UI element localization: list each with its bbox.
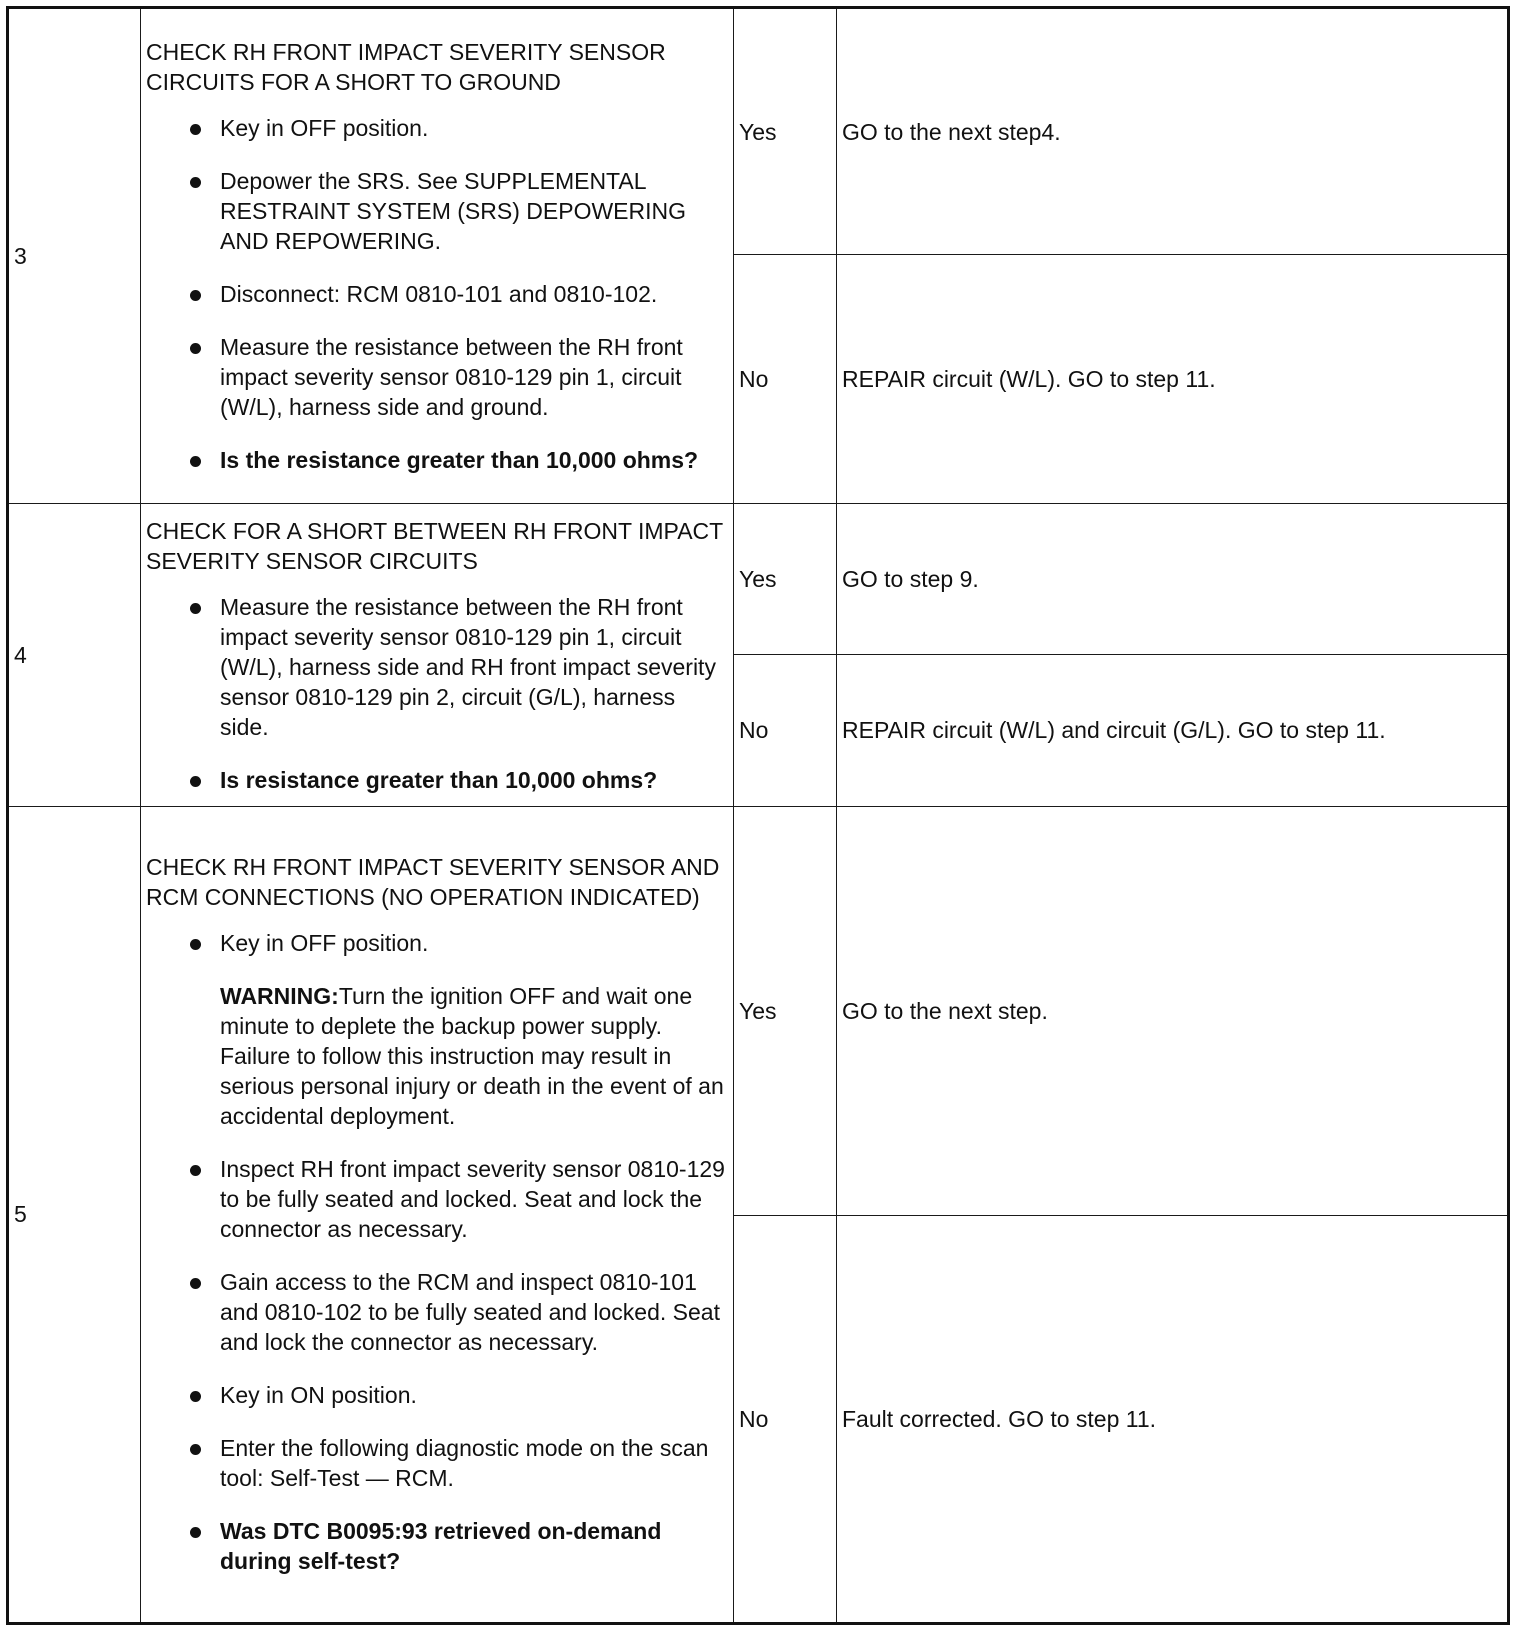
table-row xyxy=(8,504,1509,655)
bullet-icon xyxy=(190,456,201,467)
list-item: Enter the following diagnostic mode on the scan tool: Self-Test — RCM. xyxy=(146,1433,728,1493)
test-action-cell xyxy=(141,806,734,1623)
diagnostic-table xyxy=(6,6,1510,1625)
result-yes: GO to the next step4. xyxy=(837,8,1509,255)
warning-label: WARNING: xyxy=(220,983,339,1010)
bullet-icon xyxy=(190,290,201,301)
answer-no: No xyxy=(734,255,837,504)
bullet-icon xyxy=(190,1444,201,1455)
answer-no: No xyxy=(734,655,837,807)
test-heading: CHECK RH FRONT IMPACT SEVERITY SENSOR CIRCUITS FOR A SHORT TO GROUND xyxy=(146,39,666,96)
list-item: Inspect RH front impact severity sensor 0810-129 to be fully seated and locked. Seat and lock the connector as necessary. xyxy=(146,1154,728,1244)
bullet-icon xyxy=(190,1527,201,1538)
action-list xyxy=(146,928,728,1576)
list-item: Key in OFF position. xyxy=(146,928,728,958)
question-item: Is resistance greater than 10,000 ohms? xyxy=(146,765,728,795)
list-item: Measure the resistance between the RH front impact severity sensor 0810-129 pin 1, circuit (W/L), harness side and ground. xyxy=(146,332,728,422)
bullet-icon xyxy=(190,1165,201,1176)
step-number: 5 xyxy=(8,806,141,1623)
list-item: Disconnect: RCM 0810-101 and 0810-102. xyxy=(146,279,728,309)
bullet-icon xyxy=(190,939,201,950)
list-item: Key in OFF position. xyxy=(146,113,728,143)
bullet-icon xyxy=(190,776,201,787)
bullet-icon xyxy=(190,603,201,614)
bullet-icon xyxy=(190,343,201,354)
answer-yes: Yes xyxy=(734,504,837,655)
result-no: REPAIR circuit (W/L) and circuit (G/L). GO to step 11. xyxy=(837,655,1509,807)
result-yes: GO to the next step. xyxy=(837,806,1509,1215)
list-item: Gain access to the RCM and inspect 0810-101 and 0810-102 to be fully seated and locked. Seat and lock the connector as necessary. xyxy=(146,1267,728,1357)
warning-note xyxy=(146,981,728,1131)
table-row xyxy=(8,8,1509,255)
test-heading: CHECK RH FRONT IMPACT SEVERITY SENSOR AND RCM CONNECTIONS (NO OPERATION INDICATED) xyxy=(146,854,720,911)
bullet-icon xyxy=(190,1391,201,1402)
answer-no: No xyxy=(734,1215,837,1623)
result-no: Fault corrected. GO to step 11. xyxy=(837,1215,1509,1623)
bullet-icon xyxy=(190,1278,201,1289)
result-yes: GO to step 9. xyxy=(837,504,1509,655)
test-action-cell xyxy=(141,8,734,504)
list-item: Measure the resistance between the RH front impact severity sensor 0810-129 pin 1, circuit (W/L), harness side and RH front impact severity sensor 0810-129 pin 2, circuit (G/L), harness side. xyxy=(146,592,728,742)
answer-yes: Yes xyxy=(734,806,837,1215)
test-action-cell xyxy=(141,504,734,806)
answer-yes: Yes xyxy=(734,8,837,255)
question-item: Is the resistance greater than 10,000 ohms? xyxy=(146,445,728,475)
action-list xyxy=(146,113,728,475)
result-no: REPAIR circuit (W/L). GO to step 11. xyxy=(837,255,1509,504)
table-row xyxy=(8,806,1509,1215)
bullet-icon xyxy=(190,124,201,135)
list-item: Depower the SRS. See SUPPLEMENTAL RESTRAINT SYSTEM (SRS) DEPOWERING AND REPOWERING. xyxy=(146,166,728,256)
question-item: Was DTC B0095:93 retrieved on-demand during self-test? xyxy=(146,1516,728,1576)
bullet-icon xyxy=(190,177,201,188)
step-number: 3 xyxy=(8,8,141,504)
test-heading: CHECK FOR A SHORT BETWEEN RH FRONT IMPACT SEVERITY SENSOR CIRCUITS xyxy=(146,517,723,574)
warning-text: Turn the ignition OFF and wait one minute to deplete the backup power supply. Failure to follow this instruction may result in serious personal injury or death in the event of an accidental deployment. xyxy=(220,983,724,1130)
list-item: Key in ON position. xyxy=(146,1380,728,1410)
step-number: 4 xyxy=(8,504,141,806)
action-list xyxy=(146,592,728,795)
